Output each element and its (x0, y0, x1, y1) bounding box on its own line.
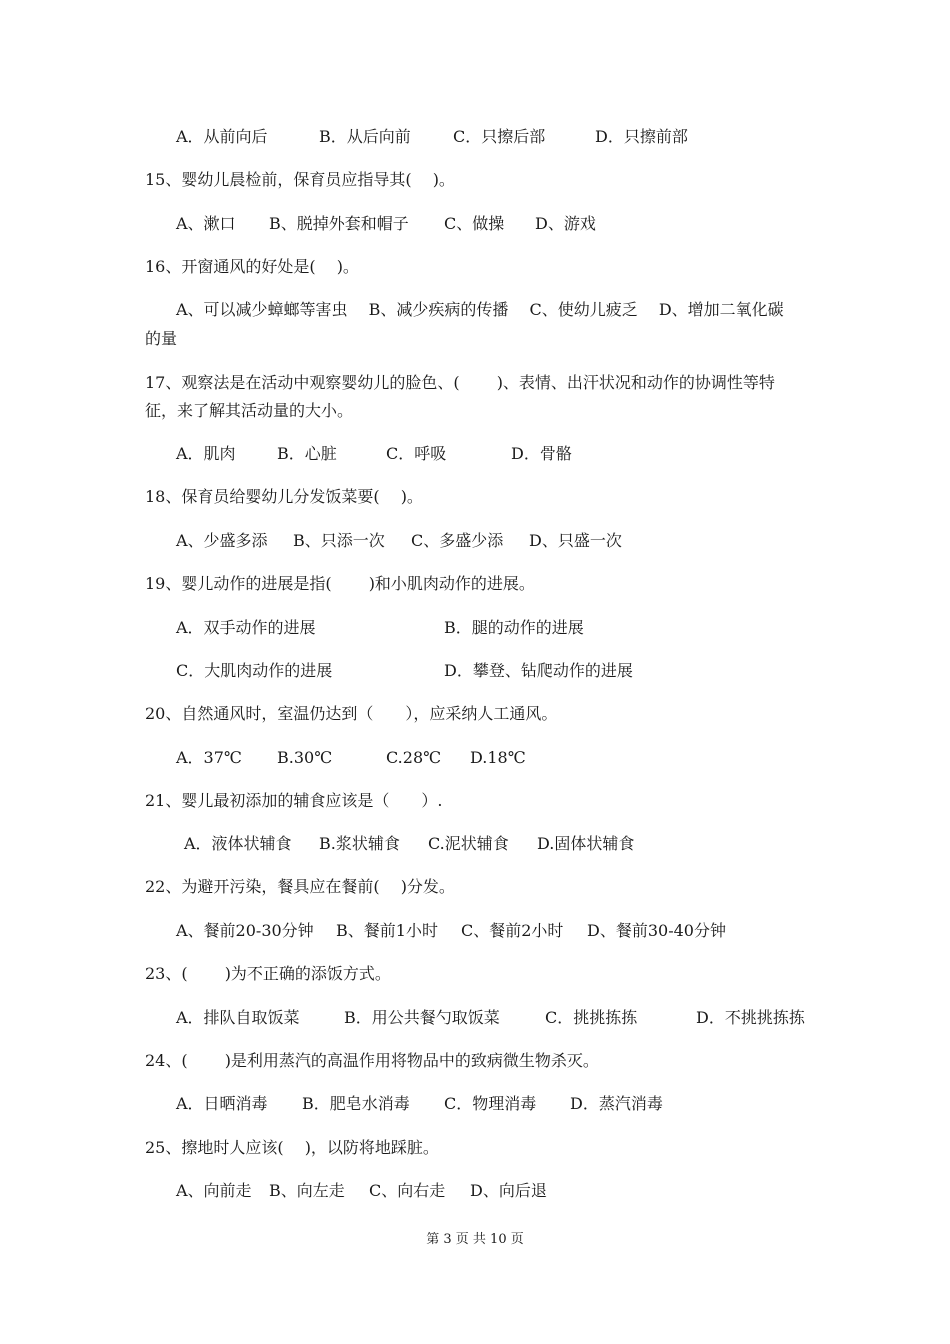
option: A、餐前20-30分钟 (176, 921, 314, 940)
option: D.18℃ (470, 748, 526, 767)
option: A．从前向后 (176, 127, 268, 146)
option: A、少盛多添 (176, 531, 268, 550)
option: B、向左走 (269, 1181, 345, 1200)
option: A．肌肉 (176, 444, 236, 463)
option: D．骨骼 (511, 444, 572, 463)
option: C．呼吸 (386, 444, 447, 463)
question-16: 16、开窗通风的好处是( )。 (145, 257, 359, 276)
option: D．蒸汽消毒 (570, 1094, 663, 1113)
option: B.浆状辅食 (319, 834, 400, 853)
option: B．肥皂水消毒 (302, 1094, 410, 1113)
option: D、游戏 (535, 214, 596, 233)
option: D．攀登、钻爬动作的进展 (444, 661, 633, 680)
option: B.30℃ (277, 748, 333, 767)
option: C、餐前2小时 (461, 921, 564, 940)
question-17-continued: 征，来了解其活动量的大小。 (145, 401, 354, 420)
question-23: 23、( )为不正确的添饭方式。 (145, 964, 391, 983)
option: B、脱掉外套和帽子 (269, 214, 409, 233)
question-17: 17、观察法是在活动中观察婴幼儿的脸色、( )、表情、出汗状况和动作的协调性等特 (145, 373, 775, 392)
option: D.固体状辅食 (537, 834, 635, 853)
question-18: 18、保育员给婴幼儿分发饭菜要( )。 (145, 487, 423, 506)
option: A．液体状辅食 (184, 834, 292, 853)
option: D．不挑挑拣拣 (696, 1008, 805, 1027)
option: D．只擦前部 (595, 127, 688, 146)
option: A．日晒消毒 (176, 1094, 268, 1113)
options-row-16-continued: 的量 (145, 329, 178, 348)
question-15: 15、婴幼儿晨检前，保育员应指导其( )。 (145, 170, 455, 189)
option: B．从后向前 (319, 127, 411, 146)
option: C.28℃ (386, 748, 442, 767)
question-21: 21、婴儿最初添加的辅食应该是（ ）. (145, 791, 443, 810)
option: B．腿的动作的进展 (444, 618, 584, 637)
option: C、多盛少添 (411, 531, 504, 550)
option: C．只擦后部 (453, 127, 546, 146)
option: D、餐前30-40分钟 (587, 921, 726, 940)
option: B．用公共餐勺取饭菜 (344, 1008, 500, 1027)
option: C．挑挑拣拣 (545, 1008, 638, 1027)
question-20: 20、自然通风时，室温仍达到（ ），应采纳人工通风。 (145, 704, 558, 723)
option: B．心脏 (277, 444, 337, 463)
question-22: 22、为避开污染，餐具应在餐前( )分发。 (145, 877, 455, 896)
option: C．物理消毒 (444, 1094, 537, 1113)
option: D、只盛一次 (529, 531, 622, 550)
option: B、餐前1小时 (336, 921, 438, 940)
question-24: 24、( )是利用蒸汽的高温作用将物品中的致病微生物杀灭。 (145, 1051, 599, 1070)
option: A．37℃ (176, 748, 242, 767)
option: A、漱口 (176, 214, 236, 233)
page-footer: 第 3 页 共 10 页 (426, 1232, 524, 1247)
question-19: 19、婴儿动作的进展是指( )和小肌肉动作的进展。 (145, 574, 535, 593)
question-25: 25、擦地时人应该( )，以防将地踩脏。 (145, 1138, 439, 1157)
option: C、做操 (444, 214, 505, 233)
options-row-16: A、可以减少蟑螂等害虫 B、减少疾病的传播 C、使幼儿疲乏 D、增加二氧化碳 (176, 300, 784, 319)
option: D、向后退 (470, 1181, 547, 1200)
option: A．双手动作的进展 (176, 618, 316, 637)
option: C．大肌肉动作的进展 (176, 661, 333, 680)
option: B、只添一次 (293, 531, 385, 550)
option: C.泥状辅食 (428, 834, 509, 853)
option: A．排队自取饭菜 (176, 1008, 300, 1027)
option: A、向前走 (176, 1181, 252, 1200)
option: C、向右走 (369, 1181, 446, 1200)
